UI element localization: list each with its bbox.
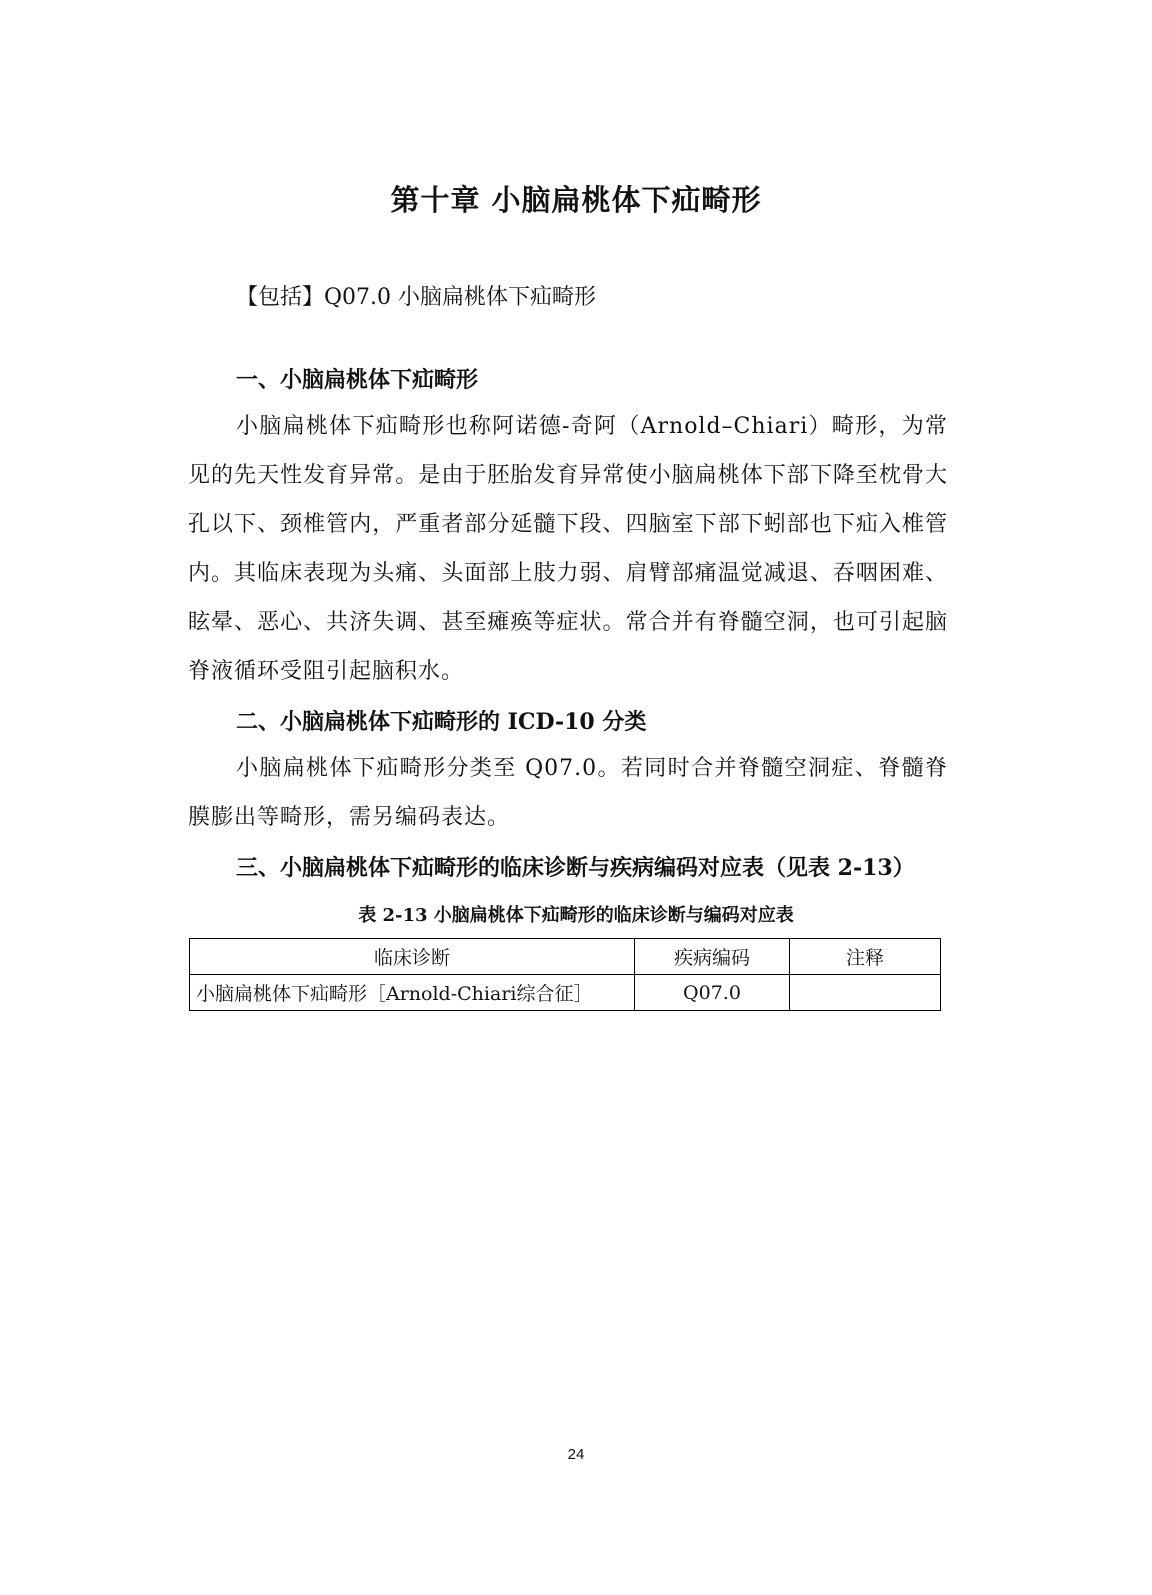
includes-line: 【包括】Q07.0 小脑扁桃体下疝畸形	[236, 285, 597, 310]
header-notes: 注释	[790, 939, 941, 975]
chapter-title: 第十章 小脑扁桃体下疝畸形	[390, 183, 762, 217]
table-row	[190, 975, 941, 1011]
cell-notes	[790, 975, 941, 1011]
table-caption: 表 2-13 小脑扁桃体下疝畸形的临床诊断与编码对应表	[358, 905, 794, 926]
table-header-row	[190, 939, 941, 975]
section-body-2: 小脑扁桃体下疝畸形分类至 Q07.0。若同时合并脊髓空洞症、脊髓脊膜膨出等畸形，需另编码表达。	[188, 756, 948, 830]
cell-code: Q07.0	[635, 975, 790, 1011]
header-diagnosis: 临床诊断	[190, 939, 635, 975]
section-body-1: 小脑扁桃体下疝畸形也称阿诺德-奇阿（Arnold–Chiari）畸形，为常见的先天性发育异常。是由于胚胎发育异常使小脑扁桃体下部下降至枕骨大孔以下、颈椎管内，严重者部分延髓下段、四脑室下部下蚓部也下疝入椎管内。其临床表现为头痛、头面部上肢力弱、肩臂部痛温觉减退、吞咽困难、眩晕、恶心、共济失调、甚至瘫痪等症状。常合并有脊髓空洞，也可引起脑脊液循环受阻引起脑积水。	[188, 414, 948, 684]
header-code: 疾病编码	[635, 939, 790, 975]
cell-diagnosis: 小脑扁桃体下疝畸形［Arnold-Chiari综合征］	[190, 975, 635, 1011]
section-heading-1: 一、小脑扁桃体下疝畸形	[236, 367, 479, 393]
page-number: 24	[567, 1446, 585, 1463]
section-heading-3: 三、小脑扁桃体下疝畸形的临床诊断与疾病编码对应表（见表 2-13）	[236, 855, 915, 881]
diagnosis-code-table	[189, 938, 941, 1011]
section-heading-2: 二、小脑扁桃体下疝畸形的 ICD-10 分类	[236, 709, 647, 735]
